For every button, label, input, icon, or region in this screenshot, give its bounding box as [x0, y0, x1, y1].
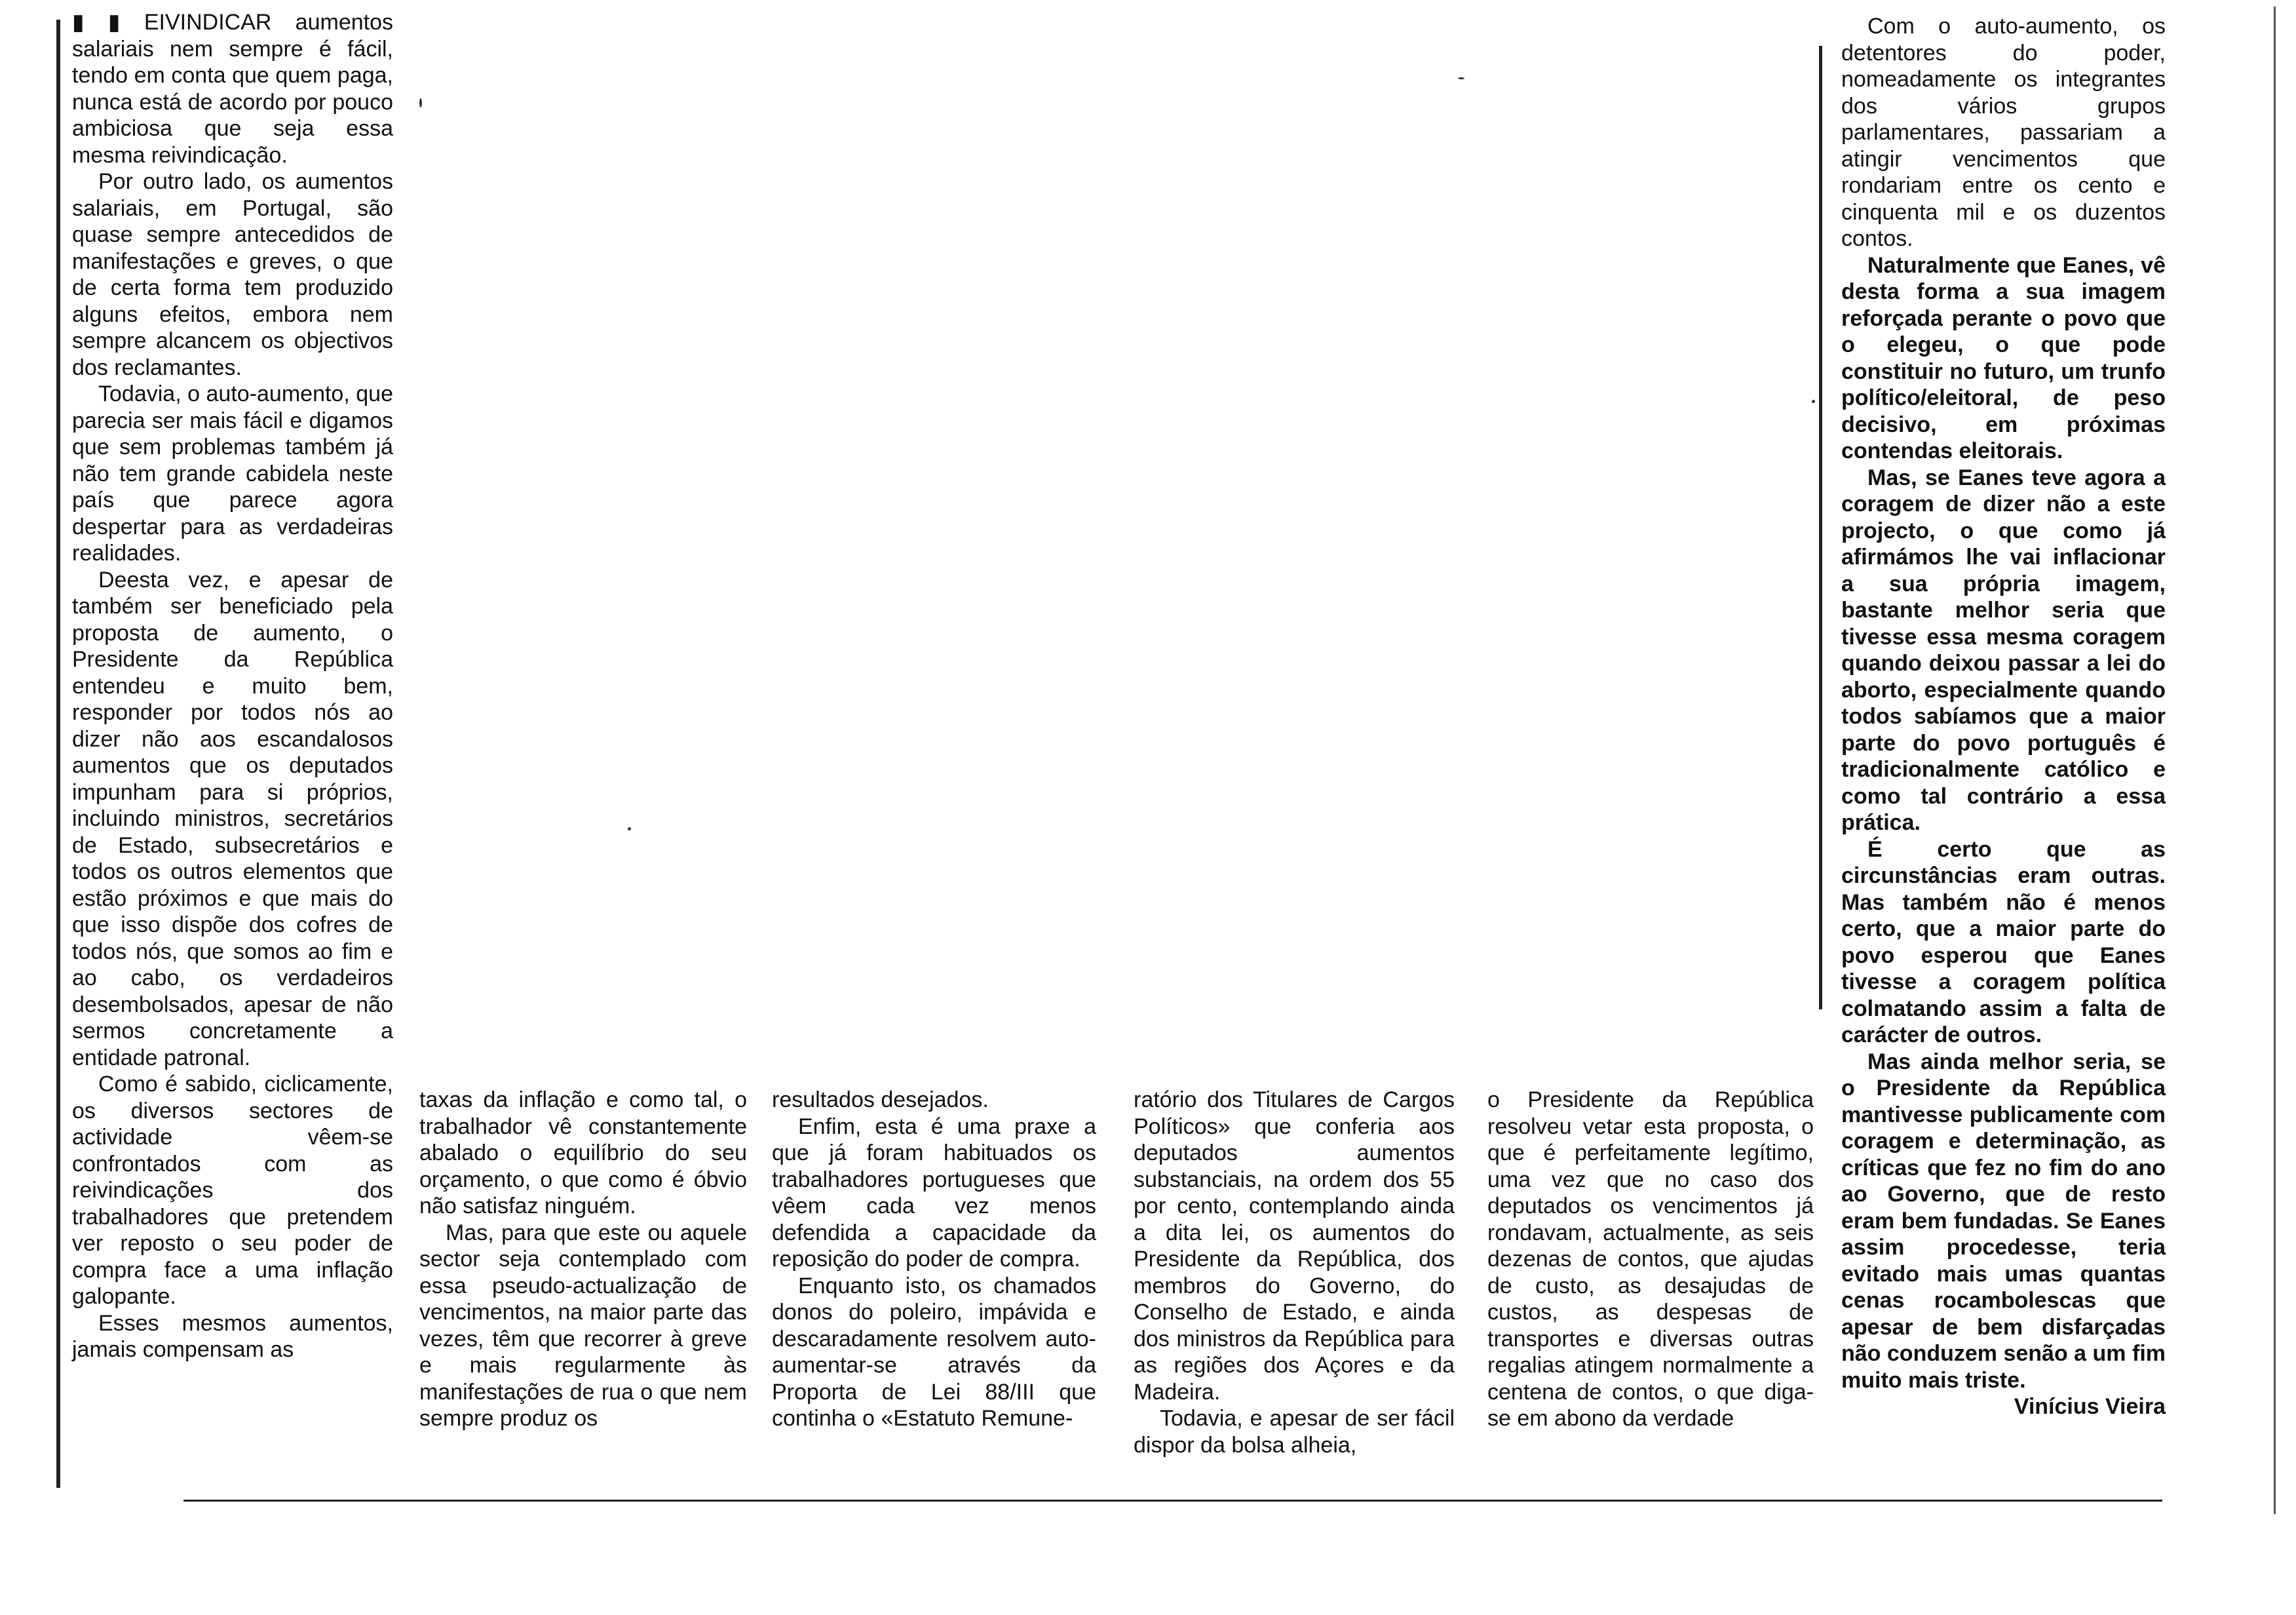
- right-edge-rule: [2274, 7, 2276, 1514]
- paragraph: resultados desejados.: [772, 1087, 989, 1112]
- paragraph: Mas, se Eanes teve agora a coragem de dizer não a este projecto, o que como já afirmámos lhe vai inflacionar a sua própria imagem, bastante melhor seria que tivesse essa mesma coragem quando deixou passar a lei do aborto, especialmente quando todos sabíamos que a maior parte do povo português é tradicionalmente católico e como tal contrário a essa prática.: [1841, 465, 2166, 835]
- article-column-6: [1841, 13, 2166, 1420]
- paragraph: É certo que as circunstâncias eram outras. Mas também não é menos certo, que a maior parte do povo esperou que Eanes tivesse a coragem política colmatando assim a falta de carácter de outros.: [1841, 836, 2166, 1047]
- paragraph: Mas, para que este ou aquele sector seja contemplado com essa pseudo-actualização de vencimentos, na maior parte das vezes, têm que recorrer à greve e mais regularmente às manifestações de rua o que nem sempre produz os: [419, 1220, 747, 1431]
- paragraph: Naturalmente que Eanes, vê desta forma a sua imagem reforçada perante o povo que o elegeu, o que pode constituir no futuro, um trunfo político/eleitoral, de peso decisivo, em próximas contendas eleitorais.: [1841, 252, 2166, 463]
- paragraph: Todavia, o auto-aumento, que parecia ser mais fácil e digamos que sem problemas também já não tem grande cabidela neste país que parece agora despertar para as verdadeiras realidades.: [72, 381, 393, 566]
- scan-speck: [419, 98, 422, 107]
- paragraph: Enquanto isto, os chamados donos do poleiro, impávida e descaradamente resolvem auto-aumentar-se através da Proporta de Lei 88/III que continha o «Estatuto Remune-: [772, 1273, 1096, 1431]
- article-column-4: [1134, 1087, 1455, 1458]
- article-column-1: [72, 9, 393, 1363]
- article-column-3: [772, 1087, 1096, 1432]
- paragraph: Esses mesmos aumentos, jamais compensam as: [72, 1310, 393, 1362]
- article-column-5: [1487, 1087, 1814, 1432]
- paragraph: Mas ainda melhor seria, se o Presidente da República mantivesse publicamente com coragem e determinação, as críticas que fez no fim do ano ao Governo, que de resto eram bem fundadas. Se Eanes assim procedesse, teria evitado mais umas quantas cenas rocambolescas que apesar de bem disfarçadas não conduzem senão a um fim muito mais triste.: [1841, 1049, 2166, 1393]
- article-column-2: [419, 1087, 747, 1432]
- paragraph: Com o auto-aumento, os detentores do poder, nomeadamente os integrantes dos vários grupos parlamentares, passariam a atingir vencimentos que rondariam entre os cento e cinquenta mil e os duzentos contos.: [1841, 14, 2166, 251]
- paragraph: Enfim, esta é uma praxe a que já foram habituados os trabalhadores portugueses que vêem cada vez menos defendida a capacidade da reposição do poder de compra.: [772, 1114, 1096, 1272]
- right-column-rule: [1819, 46, 1822, 1009]
- author-signature: Vinícius Vieira: [2014, 1394, 2166, 1419]
- scan-speck: [1812, 400, 1815, 403]
- paragraph: Como é sabido, ciclicamente, os diversos sectores de actividade vêem-se confrontados com as reivindicações dos trabalhadores que pretendem ver reposto o seu poder de compra face a uma inflação galopante.: [72, 1072, 393, 1309]
- paragraph: ratório dos Titulares de Cargos Políticos» que conferia aos deputados aumentos substanciais, na ordem dos 55 por cento, contemplando ainda a dita lei, os aumentos do Presidente da República, dos membros do Governo, do Conselho de Estado, e ainda dos ministros da República para as regiões dos Açores e da Madeira.: [1134, 1087, 1455, 1405]
- paragraph: o Presidente da República resolveu vetar esta proposta, o que é perfeitamente legítimo, uma vez que no caso dos deputados os vencimentos já rondavam, actualmente, as seis dezenas de contos, que ajudas de custo, as desajudas de custos, as despesas de transportes e diversas outras regalias atingem normalmente a centena de contos, o que diga-se em abono da verdade: [1487, 1087, 1814, 1431]
- paragraph: Todavia, e apesar de ser fácil dispor da bolsa alheia,: [1134, 1406, 1455, 1458]
- paragraph: ▮ ▮ EIVINDICAR aumentos salariais nem sempre é fácil, tendo em conta que quem paga, nunca está de acordo por pouco ambiciosa que seja essa mesma reivindicação.: [72, 10, 393, 168]
- scan-speck: [1458, 77, 1464, 79]
- paragraph: taxas da inflação e como tal, o trabalhador vê constantemente abalado o equilíbrio do seu orçamento, o que como é óbvio não satisfaz ninguém.: [419, 1087, 747, 1218]
- scan-speck: [628, 827, 631, 830]
- paragraph: Por outro lado, os aumentos salariais, em Portugal, são quase sempre antecedidos de manifestações e greves, o que de certa forma tem produzido alguns efeitos, embora nem sempre alcancem os objectivos dos reclamantes.: [72, 169, 393, 380]
- paragraph: Deesta vez, e apesar de também ser beneficiado pela proposta de aumento, o Presidente da República entendeu e muito bem, responder por todos nós ao dizer não aos escandalosos aumentos que os deputados impunham para si próprios, incluindo ministros, secretários de Estado, subsecretários e todos os outros elementos que estão próximos e que mais do que isso dispõe dos cofres de todos nós, que somos ao fim e ao cabo, os verdadeiros desembolsados, apesar de não sermos concretamente a entidade patronal.: [72, 567, 393, 1070]
- bottom-rule: [183, 1500, 2162, 1502]
- left-margin-rule: [56, 20, 60, 1488]
